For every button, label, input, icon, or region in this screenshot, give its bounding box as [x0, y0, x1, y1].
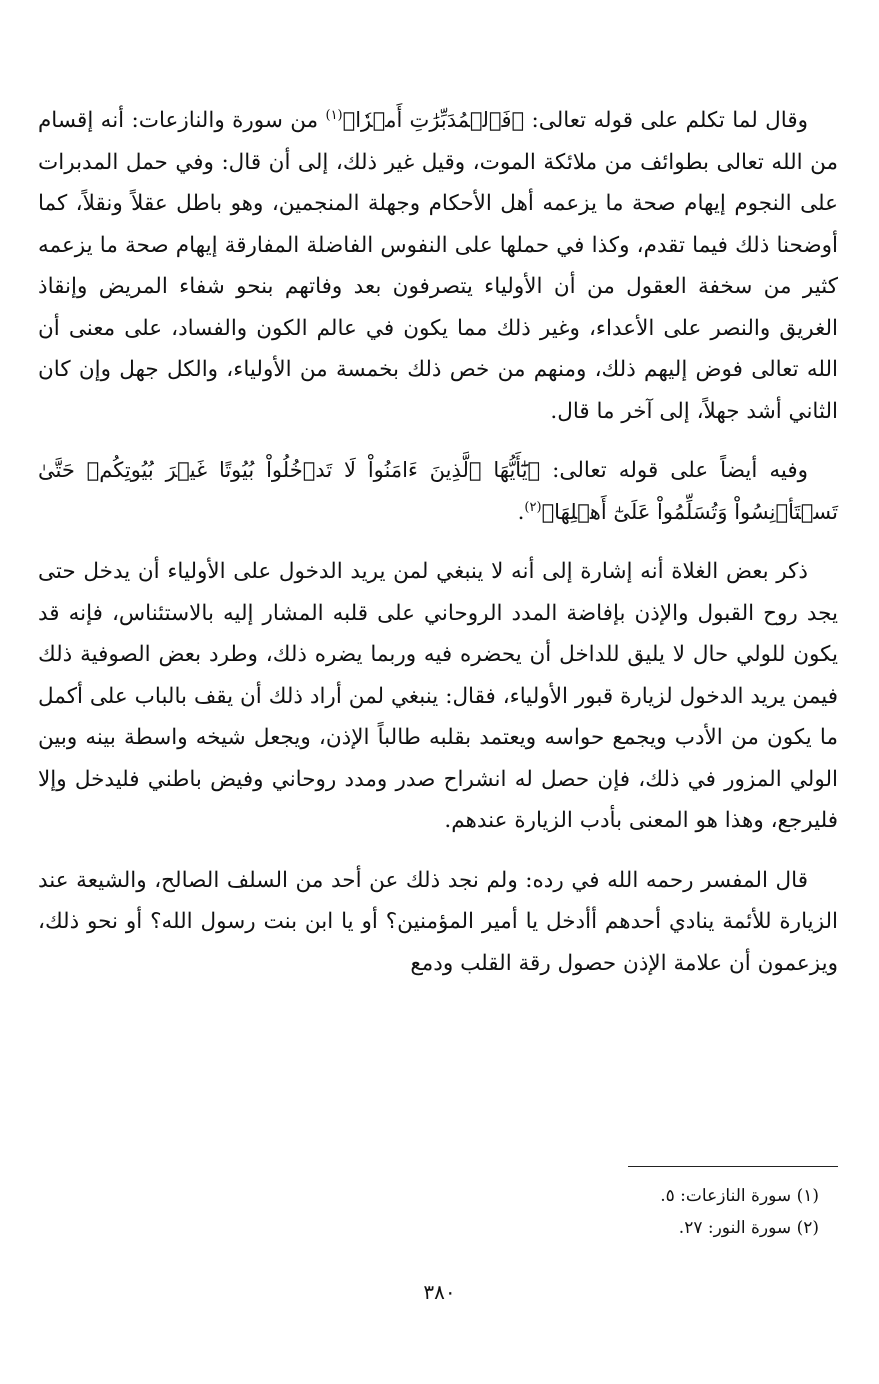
- paragraph-1-rest: من سورة والنازعات: أنه إقسام من الله تعالى بطوائف من ملائكة الموت، وقيل غير ذلك، إلى أن قال: وفي حمل المدبرات على النجوم إيهام صحة ما يزعمه أهل الأحكام وجهلة المنجمين، وهو باطل عقلاً ونقلاً، كما أوضحنا ذلك فيما تقدم، وكذا في حملها على النفوس الفاضلة المفارقة إيهام صحة ما يزعمه كثير من سخفة العقول من أن الأولياء يتصرفون بعد وفاتهم بنحو شفاء المريض وإنقاذ الغريق والنصر على الأعداء، وغير ذلك مما يكون في عالم الكون والفساد، على معنى أن الله تعالى فوض إليهم ذلك، ومنهم من خص ذلك بخمسة من الأولياء، والكل جهل وإن كان الثاني أشد جهلاً، إلى آخر ما قال.: [38, 108, 838, 424]
- paragraph-1-lead: وقال لما تكلم على قوله تعالى:: [524, 108, 808, 133]
- page-body: [38, 100, 838, 984]
- paragraph-1: [38, 100, 838, 432]
- footnote-ref-2[interactable]: (٢): [524, 499, 542, 515]
- footnote-divider: [628, 1166, 838, 1167]
- footnote-1: (١) سورة النازعات: ٥.: [660, 1186, 819, 1206]
- paragraph-3: ذكر بعض الغلاة أنه إشارة إلى أنه لا ينبغي لمن يريد الدخول على الأولياء أن يدخل حتى يجد روح القبول والإذن بإفاضة المدد الروحاني على قلبه المشار إليه بالاستئناس، فإنه قد يكون للولي حال لا يليق للداخل أن يحضره فيه وربما يضره ذلك، وطرد بعض الصوفية ذلك فيمن يريد الدخول لزيارة قبور الأولياء، فقال: ينبغي لمن أراد ذلك أن يقف بالباب على أكمل ما يكون من الأدب ويجمع حواسه ويعتمد بقلبه طالباً الإذن، ويجعل شيخه واسطة بينه وبين الولي المزور في ذلك، فإن حصل له انشراح صدر ومدد روحاني وفيض باطني فليدخل وإلا فليرجع، وهذا هو المعنى بأدب الزيارة عندهم.: [38, 559, 838, 833]
- footnotes: [319, 1180, 819, 1244]
- footnote-ref-1[interactable]: (١): [325, 107, 343, 123]
- paragraph-4: قال المفسر رحمه الله في رده: ولم نجد ذلك عن أحد من السلف الصالح، والشيعة عند الزيارة للأئمة ينادي أحدهم أأدخل يا أمير المؤمنين؟ أو يا ابن بنت رسول الله؟ أو نحو ذلك، ويزعمون أن علامة الإذن حصول رقة القلب ودمع: [38, 867, 838, 976]
- paragraph-2-rest: .: [517, 499, 525, 525]
- paragraph-2-lead: وفيه أيضاً على قوله تعالى:: [540, 458, 809, 483]
- quran-verse-1: ﴿فَٱلۡمُدَبِّرَٰتِ أَمۡرٗا﴾: [342, 108, 525, 132]
- page-number: ٣٨٠: [423, 1280, 456, 1304]
- footnote-2: (٢) سورة النور: ٢٧.: [678, 1218, 819, 1238]
- quran-verse-2: ﴿يَٰٓأَيُّهَا ٱلَّذِينَ ءَامَنُواْ لَا تَدۡخُلُواْ بُيُوتًا غَيۡرَ بُيُوتِكُمۡ حَتَّىٰ تَسۡتَأۡنِسُواْ وَتُسَلِّمُواْ عَلَىٰٓ أَهۡلِهَا﴾: [38, 458, 838, 524]
- paragraph-2: [38, 450, 838, 533]
